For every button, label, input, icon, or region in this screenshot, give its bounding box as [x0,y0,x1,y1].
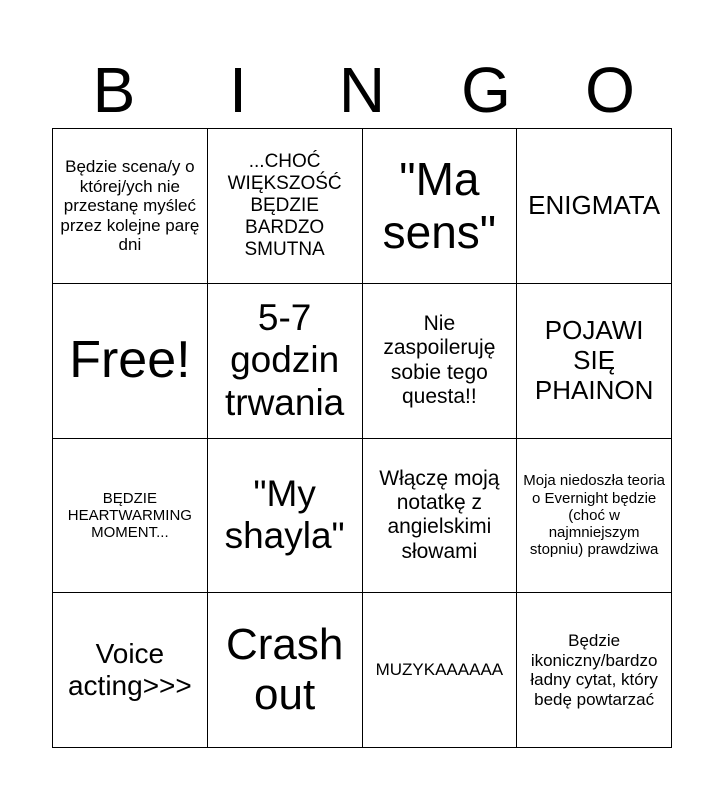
free-space-text: Free! [69,330,191,389]
bingo-cell[interactable] [517,129,672,284]
bingo-cell[interactable] [517,284,672,439]
bingo-cell[interactable] [363,593,518,748]
bingo-cell[interactable] [208,439,363,594]
bingo-cell[interactable] [517,439,672,594]
cell-text: Będzie scena/y o której/ych nie przestanę myśleć przez kolejne parę dni [60,157,200,255]
bingo-cell[interactable] [363,439,518,594]
header-letter-b: B [92,54,136,126]
cell-text: POJAWI SIĘ PHAINON [534,314,654,405]
bingo-cell[interactable] [53,593,208,748]
bingo-cell[interactable] [53,439,208,594]
header-letter-i: I [229,54,247,126]
bingo-header [52,52,672,128]
cell-text: "My shayla" [224,472,345,557]
cell-text: Crash out [225,619,344,720]
bingo-cell[interactable] [53,129,208,284]
cell-text: Nie zaspoileruję sobie tego questa!! [383,312,496,408]
bingo-cell[interactable] [208,129,363,284]
cell-text: MUZYKAAAAAA [375,660,504,680]
bingo-cell[interactable] [517,593,672,748]
bingo-card [52,128,672,748]
bingo-cell[interactable] [53,284,208,439]
cell-text: "Ma sens" [382,152,497,258]
cell-text: BĘDZIE HEARTWARMING MOMENT... [67,489,192,541]
cell-text: Włączę moją notatkę z angielskimi słowami [379,467,500,563]
cell-text: Moja niedoszła teoria o Evernight będzie (choć w najmniejszym stopniu) prawdziwa [523,472,665,559]
header-letter-o: O [585,54,635,126]
header-letter-n: N [338,54,386,126]
cell-text: Voice acting>>> [67,637,192,702]
bingo-cell[interactable] [208,284,363,439]
cell-text: ENIGMATA [528,189,661,220]
bingo-cell[interactable] [208,593,363,748]
header-letter-g: G [461,54,511,126]
bingo-cell[interactable] [363,129,518,284]
bingo-cell[interactable] [363,284,518,439]
cell-text: Będzie ikoniczny/bardzo ładny cytat, który bedę powtarzać [530,631,658,709]
cell-text: 5-7 godzin trwania [224,296,345,423]
cell-text: ...CHOĆ WIĘKSZOŚĆ BĘDZIE BARDZO SMUTNA [227,151,342,260]
